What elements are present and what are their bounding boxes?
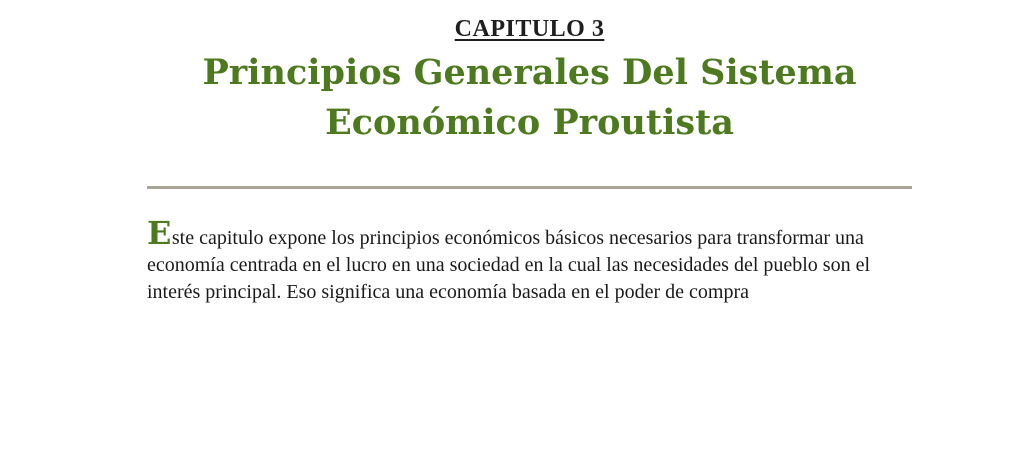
- chapter-label: CAPITULO 3: [454, 16, 605, 42]
- lead-initial: E: [147, 214, 172, 252]
- paragraph-text: ste capitulo expone los principios económicos básicos necesarios para transformar una economía centrada en el lucro en una sociedad en la cual las necesidades del pueblo son el interés principal. Eso significa una economía basada en el poder de compra: [147, 227, 871, 303]
- body-paragraph: [147, 214, 912, 306]
- page-title-line-2: Económico Proutista: [325, 102, 734, 143]
- section-divider: [147, 186, 912, 189]
- page-title-line-1: Principios Generales Del Sistema: [202, 52, 857, 93]
- page-title: [147, 48, 912, 148]
